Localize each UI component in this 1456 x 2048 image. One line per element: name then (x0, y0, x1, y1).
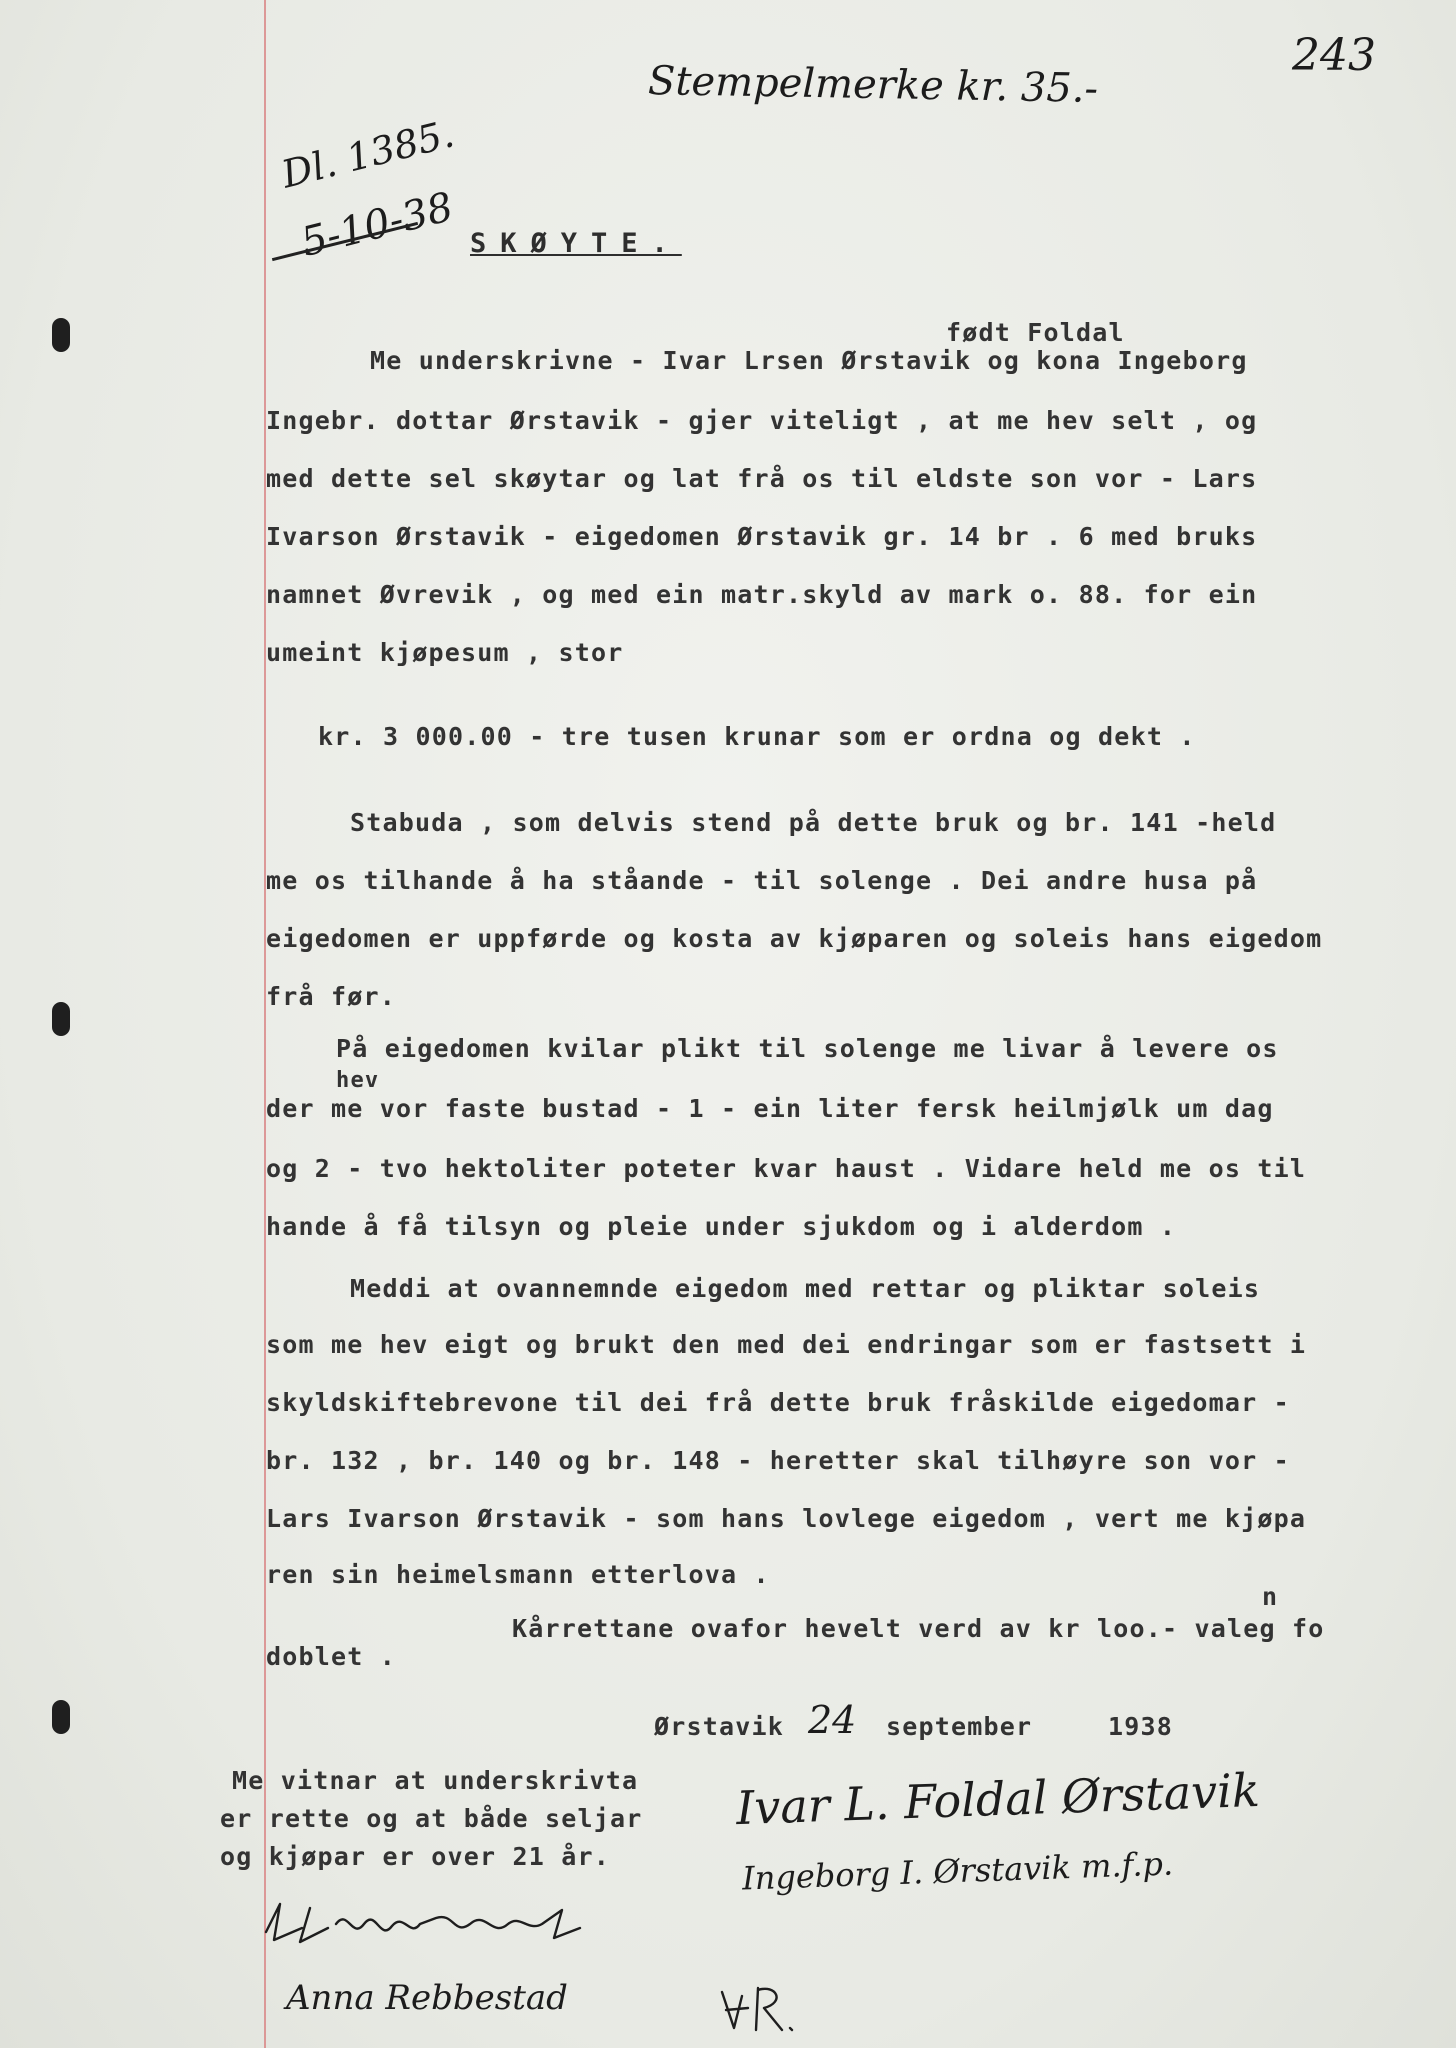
body-line: hande å få tilsyn og pleie under sjukdom og i alderdom . (266, 1212, 1177, 1241)
body-line: der me vor faste bustad - 1 - ein liter fersk heilmjølk um dag (266, 1094, 1274, 1123)
body-line: som me hev eigt og brukt den med dei endringar som er fastsett i (266, 1330, 1307, 1359)
red-margin-line (264, 0, 266, 2048)
signature-witness-2: Anna Rebbestad (286, 1978, 568, 2018)
insertion-born-name: født Foldal (946, 318, 1125, 347)
signature-seller-1: Ivar L. Foldal Ørstavik (735, 1762, 1261, 1836)
registration-date: 5-10-38 (296, 184, 458, 266)
punch-hole-icon (52, 318, 70, 352)
body-line: Meddi at ovannemnde eigedom med rettar og pliktar soleis (350, 1274, 1261, 1303)
body-line: br. 132 , br. 140 og br. 148 - heretter skal tilhøyre son vor - (266, 1446, 1290, 1475)
body-line: Lars Ivarson Ørstavik - som hans lovlege eigedom , vert me kjøpa (266, 1504, 1307, 1533)
body-line: me os tilhande å ha ståande - til solenge . Dei andre husa på (266, 866, 1258, 895)
date-place: Ørstavik (654, 1712, 785, 1741)
page-number: 243 (1292, 30, 1376, 81)
body-line: med dette sel skøytar og lat frå os til eldste son vor - Lars (266, 464, 1258, 493)
witness-line: Me vitnar at underskrivta (232, 1766, 639, 1795)
document-title: SKØYTE. (470, 228, 682, 259)
body-line: Stabuda , som delvis stend på dette bruk og br. 141 -held (350, 808, 1277, 837)
body-line: eigedomen er uppførde og kosta av kjøparen og soleis hans eigedom (266, 924, 1323, 953)
body-line: frå før. (266, 982, 397, 1011)
insertion-hev: hev (336, 1068, 380, 1093)
signature-seller-2: Ingeborg I. Ørstavik m.f.p. (741, 1844, 1174, 1898)
body-line: På eigedomen kvilar plikt til solenge me livar å levere os (336, 1034, 1279, 1063)
date-day: 24 (808, 1698, 857, 1742)
body-line: skyldskiftebrevone til dei frå dette bruk fråskilde eigedomar - (266, 1388, 1290, 1417)
body-line: namnet Øvrevik , og med ein matr.skyld av mark o. 88. for ein (266, 580, 1258, 609)
body-line: Ivarson Ørstavik - eigedomen Ørstavik gr. 14 br . 6 med bruks (266, 522, 1258, 551)
insertion-n: n (1262, 1582, 1279, 1611)
date-month: september (886, 1712, 1033, 1741)
body-line: Ingebr. dottar Ørstavik - gjer viteligt , at me hev selt , og (266, 406, 1258, 435)
body-line: Me underskrivne - Ivar Lrsen Ørstavik og kona Ingeborg (370, 346, 1248, 375)
stamp-note: Stempelmerke kr. 35.- (647, 58, 1099, 112)
date-year: 1938 (1108, 1712, 1174, 1741)
punch-hole-icon (52, 1700, 70, 1734)
body-line: doblet . (266, 1642, 397, 1671)
witness-initials (712, 1978, 802, 2038)
price-line: kr. 3 000.00 - tre tusen krunar som er ordna og dekt . (318, 722, 1196, 751)
body-line: umeint kjøpesum , stor (266, 638, 624, 667)
body-line: ren sin heimelsmann etterlova . (266, 1560, 770, 1589)
body-line: Kårrettane ovafor hevelt verd av kr loo.- valeg fo (512, 1614, 1325, 1643)
punch-hole-icon (52, 1002, 70, 1036)
witness-line: er rette og at både seljar (220, 1804, 643, 1833)
registration-number: Dl. 1385. (277, 111, 459, 197)
body-line: og 2 - tvo hektoliter poteter kvar haust . Vidare held me os til (266, 1154, 1307, 1183)
signature-witness-1 (258, 1888, 598, 1968)
witness-line: og kjøpar er over 21 år. (220, 1842, 611, 1871)
